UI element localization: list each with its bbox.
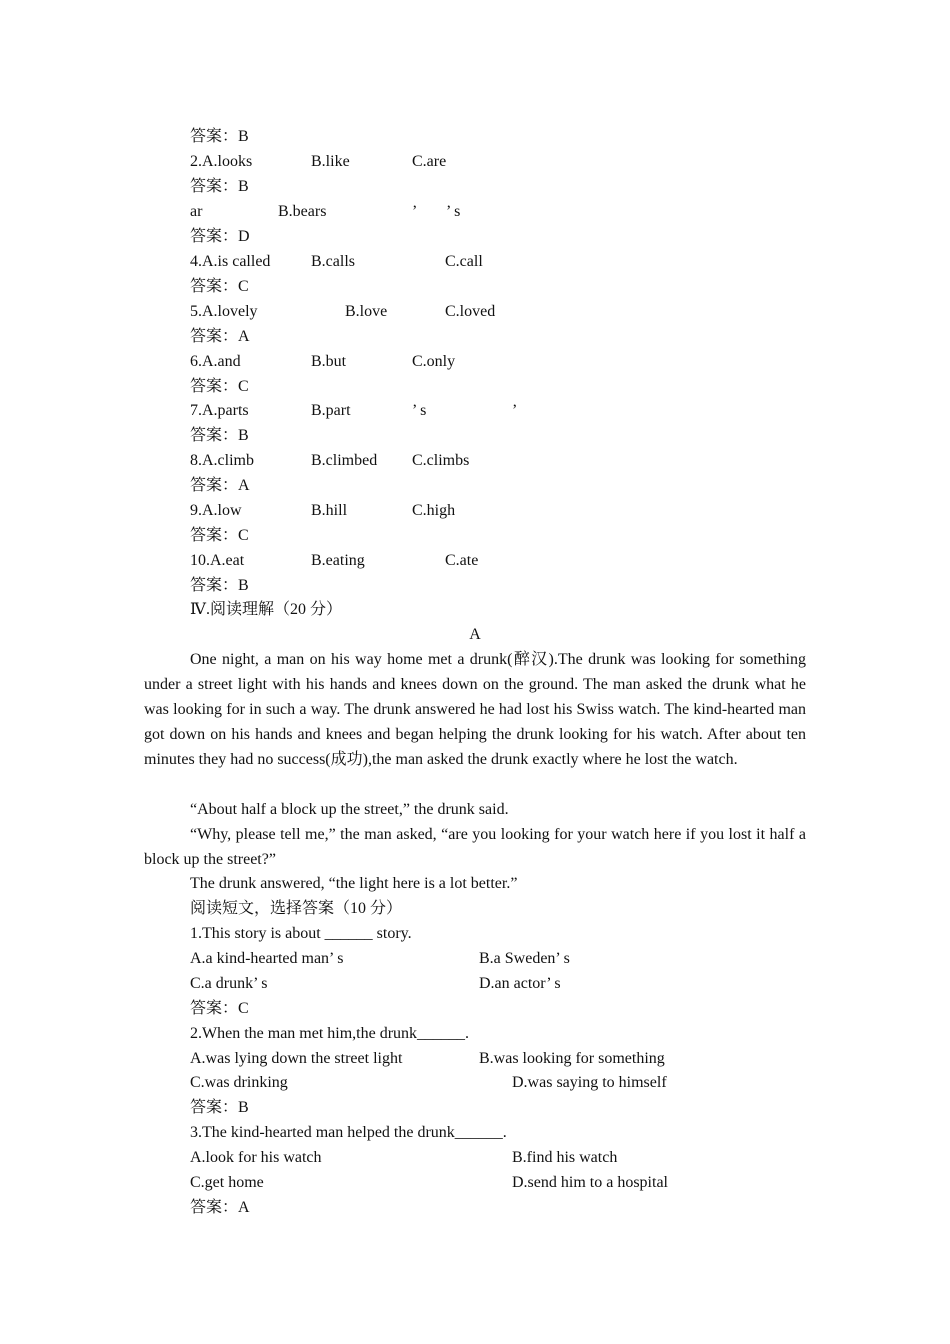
option-c: C.are: [412, 153, 447, 170]
option-a: A.a kind-hearted man’ s: [190, 950, 344, 967]
option-b: B.love: [345, 303, 388, 320]
option-a: 7.A.parts: [190, 402, 249, 419]
answer-prefix: 答案：: [190, 1199, 239, 1216]
option-c: C.a drunk’ s: [190, 975, 268, 992]
answer-value: B: [238, 1099, 249, 1116]
answer-prefix: 答案：: [190, 378, 239, 395]
document-page: 答案： B 2.A.looks B.like C.are 答案： B ar B.bears ’ ’ s 答案： D 4.A.is called B.calls C.call 答案： C 5.A.lovely B.love C.loved 答案： A 6.A.and B.but C.only 答案： C 7.A.parts B.part ’ s ’ 答案： B 8.A.climb B.climbed C.climbs 答案： A 9.A.low B.hill C.high 答案： C 10.A.eat B.eating C.ate 答案： B Ⅳ.阅读理解（20 分） A One night, a man on his way home met a drunk(醉汉).The drunk was looking for something under a street light with his hands and knees down on the ground. The man asked the drunk what he was looking for in such a way. The drunk answered he had lost his Swiss watch. The kind-hearted man got down on his hands and knees and began helping the drunk looking for his watch. After about ten minutes they had no success(成功),the man asked the drunk exactly where he lost the watch. “About half a block up the street,” the drunk said. “Why, please tell me,” the man asked, “are you looking for your watch here if you lost it half a block up the street?” The drunk answered, “the light here is a lot better.” 阅读短文，选择答案（10 分） 1.This story is about ______ story. A.a kind-hearted man’ s B.a Sweden’ s C.a drunk’ s D.an actor’ s 答案： C 2.When the man met him,the drunk______. A.was lying down the street light B.was looking for something C.was drinking D.was saying to himself 答案： B 3.The kind-hearted man helped the drunk______. A.look for his watch B.find his watch C.get home D.send him to a hospital 答案： A: [0, 0, 950, 1344]
option-b: B.eating: [311, 552, 365, 569]
option-d: ’: [512, 402, 518, 419]
option-c: C.only: [412, 353, 456, 370]
option-b: B.climbed: [311, 452, 378, 469]
option-a: 5.A.lovely: [190, 303, 258, 320]
option-c: C.get home: [190, 1174, 264, 1191]
answer-prefix: 答案：: [190, 128, 239, 145]
option-b: B.like: [311, 153, 350, 170]
option-c: C.loved: [445, 303, 496, 320]
answer-value: B: [238, 178, 249, 195]
option-a: A.look for his watch: [190, 1149, 322, 1166]
option-b: B.but: [311, 353, 347, 370]
option-c: C.climbs: [412, 452, 470, 469]
answer-prefix: 答案：: [190, 577, 239, 594]
option-b: B.find his watch: [512, 1149, 618, 1166]
option-d: D.an actor’ s: [479, 975, 561, 992]
option-a: 6.A.and: [190, 353, 241, 370]
option-a: 9.A.low: [190, 502, 242, 519]
answer-value: A: [238, 477, 250, 494]
option-b: B.was looking for something: [479, 1050, 665, 1067]
option-c: C.high: [412, 502, 456, 519]
answer-value: B: [238, 577, 249, 594]
passage-label: A: [469, 626, 481, 643]
option-a: 2.A.looks: [190, 153, 253, 170]
passage-paragraph: The drunk answered, “the light here is a lot better.”: [190, 875, 518, 892]
option-b: B.a Sweden’ s: [479, 950, 570, 967]
option-d: ’ s: [446, 203, 461, 220]
option-a: 4.A.is called: [190, 253, 271, 270]
passage-paragraph: “Why, please tell me,” the man asked, “are you looking for your watch here if you lost it half a block up the street?”: [144, 826, 806, 868]
answer-prefix: 答案：: [190, 228, 239, 245]
option-a: ar: [190, 203, 203, 220]
answer-prefix: 答案：: [190, 427, 239, 444]
option-d: D.send him to a hospital: [512, 1174, 668, 1191]
passage-paragraph: “About half a block up the street,” the drunk said.: [190, 801, 509, 818]
option-a: 10.A.eat: [190, 552, 245, 569]
answer-value: B: [238, 427, 249, 444]
answer-prefix: 答案：: [190, 328, 239, 345]
option-a: A.was lying down the street light: [190, 1050, 403, 1067]
option-b: B.hill: [311, 502, 348, 519]
option-c: ’: [412, 203, 418, 220]
answer-value: A: [238, 328, 250, 345]
answer-prefix: 答案：: [190, 178, 239, 195]
answer-value: C: [238, 378, 249, 395]
answer-value: D: [238, 228, 250, 245]
answer-prefix: 答案：: [190, 477, 239, 494]
answer-prefix: 答案：: [190, 527, 239, 544]
answer-value: C: [238, 1000, 249, 1017]
answer-value: A: [238, 1199, 250, 1216]
answer-prefix: 答案：: [190, 1000, 239, 1017]
option-b: B.calls: [311, 253, 355, 270]
option-a: 8.A.climb: [190, 452, 254, 469]
option-b: B.bears: [278, 203, 327, 220]
answer-value: C: [238, 527, 249, 544]
option-c: ’ s: [412, 402, 427, 419]
answer-value: B: [238, 128, 249, 145]
option-b: B.part: [311, 402, 351, 419]
answer-value: C: [238, 278, 249, 295]
option-c: C.call: [445, 253, 483, 270]
answer-prefix: 答案：: [190, 278, 239, 295]
option-d: D.was saying to himself: [512, 1074, 667, 1091]
option-c: C.was drinking: [190, 1074, 288, 1091]
passage-paragraph: One night, a man on his way home met a drunk(醉汉).The drunk was looking for something under a street light with his hands and knees down on the ground. The man asked the drunk what he was looking for in such a way. The drunk answered he had lost his Swiss watch. The kind-hearted man got down on his hands and knees and began helping the drunk looking for his watch. After about ten minutes they had no success(成功),the man asked the drunk exactly where he lost the watch.: [144, 651, 806, 768]
answer-prefix: 答案：: [190, 1099, 239, 1116]
option-c: C.ate: [445, 552, 479, 569]
